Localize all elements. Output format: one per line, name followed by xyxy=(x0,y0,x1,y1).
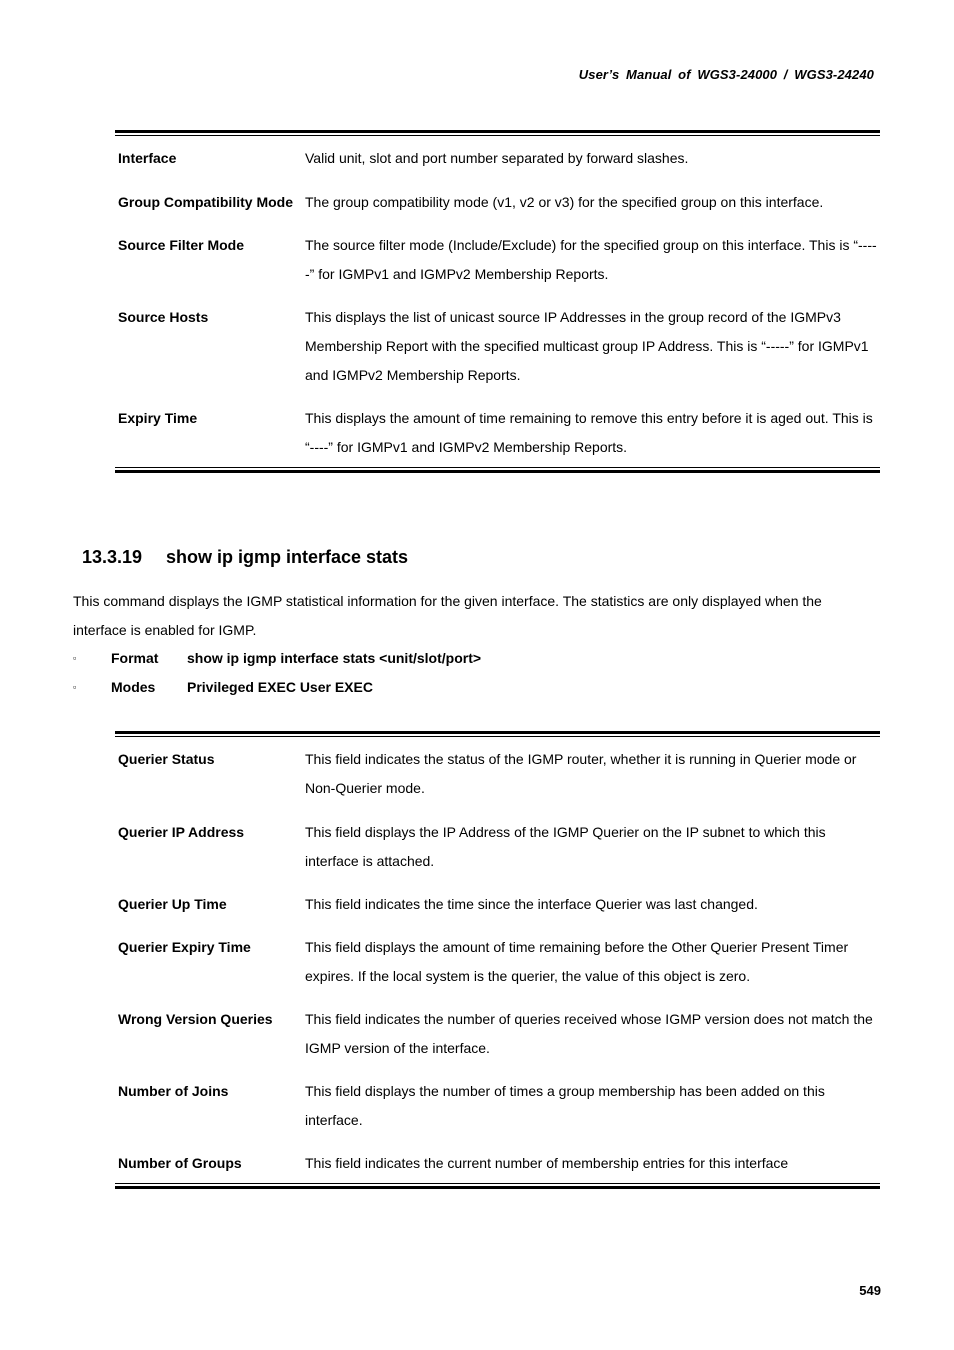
term-querier-status: Querier Status xyxy=(118,751,215,767)
desc-interface: Valid unit, slot and port number separated by forward slashes. xyxy=(305,150,689,166)
bullet-square-icon: ▫ xyxy=(73,653,77,663)
table-row xyxy=(115,1005,880,1063)
term-querier-expiry-time: Querier Expiry Time xyxy=(118,939,251,955)
command-summary-list xyxy=(73,644,481,702)
term-querier-up-time: Querier Up Time xyxy=(118,896,227,912)
bullet-square-icon: ▫ xyxy=(73,682,77,692)
term-querier-ip-address: Querier IP Address xyxy=(118,824,245,840)
desc-querier-ip-address: This field displays the IP Address of the IGMP Querier on the IP subnet to which this interface is attached. xyxy=(305,824,826,869)
term-group-compatibility-mode: Group Compatibility Mode xyxy=(118,194,293,210)
format-label: Format xyxy=(111,650,159,666)
section-number: 13.3.19 xyxy=(82,547,143,567)
table-row xyxy=(115,1149,880,1178)
section-intro: This command displays the IGMP statistical information for the given interface. The statistics are only displayed when the interface is enabled for IGMP. xyxy=(73,593,822,638)
term-expiry-time: Expiry Time xyxy=(118,410,198,426)
term-wrong-version-queries: Wrong Version Queries xyxy=(118,1011,273,1027)
desc-number-of-joins: This field displays the number of times a group membership has been added on this interface. xyxy=(305,1083,825,1128)
definition-table-group-entries xyxy=(115,130,880,473)
table-row xyxy=(115,745,880,803)
table-row xyxy=(115,404,880,462)
section-title-text: show ip igmp interface stats xyxy=(166,547,409,567)
table-row xyxy=(115,818,880,876)
table-row xyxy=(115,188,880,217)
list-item-modes xyxy=(73,673,481,702)
term-interface: Interface xyxy=(118,150,177,166)
desc-wrong-version-queries: This field indicates the number of queries received whose IGMP version does not match the IGMP version of the interface. xyxy=(305,1011,873,1056)
desc-querier-status: This field indicates the status of the IGMP router, whether it is running in Querier mode or Non-Querier mode. xyxy=(305,751,857,796)
table-row xyxy=(115,144,880,173)
section-heading xyxy=(82,547,408,568)
term-number-of-groups: Number of Groups xyxy=(118,1155,242,1171)
list-item-format xyxy=(73,644,481,673)
desc-querier-up-time: This field indicates the time since the interface Querier was last changed. xyxy=(305,896,758,912)
desc-source-hosts: This displays the list of unicast source IP Addresses in the group record of the IGMPv3 Membership Report with the specified multicast group IP Address. This is “-----” for IGMPv1 and IGMPv2 Membership Reports. xyxy=(305,309,869,383)
page-number: 549 xyxy=(859,1283,881,1298)
table-row xyxy=(115,231,880,289)
desc-expiry-time: This displays the amount of time remaining to remove this entry before it is aged out. This is “----” for IGMPv1 and IGMPv2 Membership Reports. xyxy=(305,410,873,455)
table-row xyxy=(115,1077,880,1135)
modes-value: Privileged EXEC User EXEC xyxy=(187,679,373,695)
desc-source-filter-mode: The source filter mode (Include/Exclude) for the specified group on this interface. This is “-----” for IGMPv1 and IGMPv2 Membership Reports. xyxy=(305,237,877,282)
term-source-hosts: Source Hosts xyxy=(118,309,209,325)
desc-number-of-groups: This field indicates the current number of membership entries for this interface xyxy=(305,1155,789,1171)
running-header: User’s Manual of WGS3-24000 / WGS3-24240 xyxy=(578,67,874,82)
modes-label: Modes xyxy=(111,679,156,695)
term-source-filter-mode: Source Filter Mode xyxy=(118,237,245,253)
definition-table-interface-stats xyxy=(115,731,880,1189)
table-row xyxy=(115,303,880,390)
term-number-of-joins: Number of Joins xyxy=(118,1083,229,1099)
desc-group-compatibility-mode: The group compatibility mode (v1, v2 or v3) for the specified group on this interface. xyxy=(305,194,824,210)
format-value: show ip igmp interface stats <unit/slot/port> xyxy=(187,650,482,666)
desc-querier-expiry-time: This field displays the amount of time remaining before the Other Querier Present Timer expires. If the local system is the querier, the value of this object is zero. xyxy=(305,939,849,984)
table-row xyxy=(115,933,880,991)
table-row xyxy=(115,890,880,919)
